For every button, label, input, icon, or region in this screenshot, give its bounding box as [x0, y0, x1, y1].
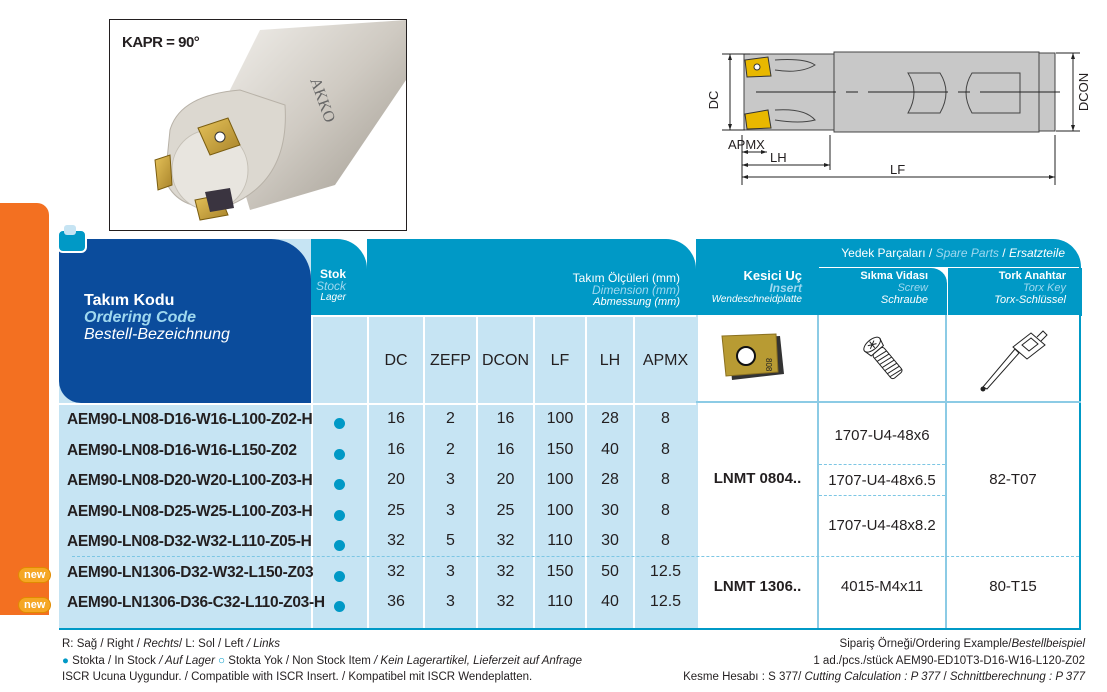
cell-zefp: 3 — [446, 501, 455, 519]
footer-legend-hand — [62, 638, 280, 650]
cell-apmx: 12.5 — [649, 593, 682, 610]
stock-de: Lager — [320, 292, 346, 303]
insert-header-text — [700, 270, 802, 306]
screw-icon — [855, 330, 915, 390]
ordering-code-en: Ordering Code — [84, 309, 197, 326]
row-divider — [696, 401, 1081, 403]
cell-lh: 50 — [601, 563, 619, 580]
cell-dc: 25 — [387, 501, 405, 519]
cell-lh: 28 — [601, 410, 619, 427]
end-mill-photo-icon — [110, 20, 406, 230]
cell-dcon: 16 — [496, 410, 515, 427]
calc-sep: / — [940, 671, 950, 683]
key-cell-1: 82-T07 — [989, 471, 1037, 488]
torx-key-icon — [975, 325, 1055, 395]
torx-key-header-text — [950, 270, 1066, 306]
insert-cell-2: LNMT 1306.. — [713, 578, 802, 595]
dims-en: Dimension (mm) — [591, 283, 680, 297]
legend-left: / L: Sol / Left — [178, 638, 247, 650]
screw-en: Screw — [897, 282, 928, 294]
key-de: Torx-Schlüssel — [994, 294, 1066, 306]
insert-marking: 808 — [764, 358, 773, 372]
screw-cell-1a: 1707-U4-48x6 — [834, 427, 930, 444]
group-separator — [72, 556, 1079, 557]
footer-compat: ISCR Ucuna Uygundur. / Compatible with ISCR Insert. / Kompatibel mit ISCR Wendeplatten. — [62, 671, 533, 683]
cell-dc: 16 — [387, 440, 405, 458]
col-header-lf: LF — [550, 352, 570, 369]
dims-tr: Takım Ölçüleri (mm) — [572, 271, 680, 285]
in-stock-dot-icon — [334, 540, 345, 551]
cell-dc: 20 — [387, 471, 405, 488]
kapr-label: KAPR = 90° — [122, 34, 200, 51]
dcon-label: DCON — [1076, 72, 1090, 112]
in-stock-dot-icon: ● — [62, 655, 69, 667]
calc-tr: Kesme Hesabı : S 377/ — [683, 671, 805, 683]
in-stock-dot-icon — [334, 571, 345, 582]
col-header-dc: DC — [384, 352, 408, 369]
ordering-code[interactable]: AEM90-LN08-D32-W32-L110-Z05-H — [67, 533, 312, 550]
cell-lf: 110 — [547, 593, 573, 610]
legend-in-stock: Stokta / In Stock — [68, 655, 160, 667]
stock-en: Stock — [315, 279, 346, 293]
cell-lf: 110 — [547, 532, 573, 549]
screw-de: Schraube — [880, 294, 928, 306]
cell-dc: 16 — [387, 410, 405, 427]
ordering-code[interactable]: AEM90-LN1306-D32-W32-L150-Z03 — [67, 564, 314, 581]
table-right-border — [1079, 267, 1081, 630]
new-badge: new — [18, 567, 51, 583]
cell-lf: 100 — [546, 501, 574, 519]
legend-non-stock-de: / Kein Lagerartikel, Lieferzeit auf Anfrage — [374, 655, 583, 667]
lh-label: LH — [770, 150, 787, 165]
stock-header-text — [312, 268, 346, 304]
cell-lf: 100 — [546, 410, 574, 427]
stock-column-bg — [313, 317, 367, 630]
spare-sep: / — [1002, 246, 1006, 260]
cell-lh: 28 — [601, 471, 619, 488]
cell-apmx: 12.5 — [649, 563, 682, 580]
key-cell-2: 80-T15 — [989, 578, 1037, 595]
ordering-code[interactable]: AEM90-LN08-D16-W16-L150-Z02 — [67, 441, 297, 459]
cell-zefp: 3 — [446, 471, 455, 488]
cell-apmx: 8 — [661, 532, 670, 549]
cell-lf: 150 — [546, 563, 574, 580]
in-stock-dot-icon — [334, 449, 345, 460]
spare-en: Spare Parts — [935, 246, 999, 260]
ordering-code-tr: Takım Kodu — [84, 292, 175, 309]
new-badge: new — [18, 597, 51, 613]
cell-zefp: 2 — [446, 410, 455, 427]
dc-label: DC — [706, 90, 721, 110]
dims-de: Abmessung (mm) — [593, 296, 680, 308]
spare-tr: Yedek Parçaları / — [841, 246, 933, 260]
cell-dc: 32 — [387, 563, 405, 580]
legend-non-stock: Stokta Yok / Non Stock Item — [225, 655, 375, 667]
cell-lh: 30 — [601, 532, 619, 549]
bottom-rule — [59, 628, 1081, 630]
dimensions-header-text — [480, 272, 680, 308]
footer-legend-stock — [62, 655, 582, 667]
ordering-code[interactable]: AEM90-LN1306-D36-C32-L110-Z03-H — [67, 594, 325, 611]
legend-right: R: Sağ / Right / — [62, 638, 144, 650]
screw-cell-2: 4015-M4x11 — [840, 578, 924, 595]
cutting-calculation — [683, 671, 1085, 683]
in-stock-dot-icon — [334, 601, 345, 612]
example-title-tr-en: Sipariş Örneği/Ordering Example/ — [839, 638, 1012, 650]
cell-dcon: 32 — [496, 563, 515, 580]
screw-header-text — [820, 270, 928, 306]
ordering-example-line: 1 ad./pcs./stück AEM90-ED10T3-D16-W16-L120-Z02 — [813, 655, 1085, 667]
legend-right-de: Rechts — [143, 638, 179, 650]
insert-en: Insert — [769, 281, 802, 295]
screw-tr: Sıkma Vidası — [860, 270, 928, 282]
cell-lh: 40 — [601, 593, 619, 610]
key-tr: Tork Anahtar — [998, 270, 1066, 282]
cell-dc: 32 — [387, 532, 405, 549]
cell-dcon: 16 — [496, 440, 515, 458]
spare-de: Ersatzteile — [1008, 246, 1065, 260]
ordering-code-title — [84, 292, 230, 343]
calc-de: Schnittberechnung : P 377 — [949, 671, 1085, 683]
cell-zefp: 3 — [446, 593, 455, 610]
key-en: Torx Key — [1022, 282, 1066, 294]
ordering-code[interactable]: AEM90-LN08-D25-W25-L100-Z03-H — [67, 502, 313, 520]
section-tab — [0, 203, 49, 615]
cell-dcon: 32 — [496, 532, 515, 549]
cell-apmx: 8 — [661, 471, 670, 488]
legend-in-stock-de: / Auf Lager — [159, 655, 215, 667]
screw-separator — [819, 464, 945, 465]
col-header-apmx: APMX — [642, 352, 689, 369]
cell-dcon: 25 — [496, 501, 515, 519]
example-title-de: Bestellbeispiel — [1011, 638, 1085, 650]
ordering-code[interactable]: AEM90-LN08-D20-W20-L100-Z03-H — [67, 472, 313, 489]
cell-dcon: 32 — [496, 593, 515, 610]
screw-separator — [819, 495, 945, 496]
col-header-dcon: DCON — [481, 352, 530, 369]
cell-dcon: 20 — [496, 471, 515, 488]
legend-left-de: / Links — [246, 638, 280, 650]
screw-cell-1b: 1707-U4-48x6.5 — [828, 472, 936, 489]
spare-parts-title — [820, 247, 1065, 259]
non-stock-circle-icon: ○ — [218, 655, 226, 667]
cell-apmx: 8 — [661, 440, 670, 458]
in-stock-dot-icon — [334, 418, 345, 429]
table-tab-icon-top — [64, 225, 76, 235]
col-header-lh: LH — [599, 352, 621, 369]
technical-drawing — [690, 40, 1090, 210]
insert-tr: Kesici Uç — [743, 268, 802, 283]
ordering-example-title — [840, 638, 1085, 650]
svg-text:AKKO: AKKO — [306, 75, 339, 125]
in-stock-dot-icon — [334, 510, 345, 521]
cell-lh: 30 — [601, 501, 619, 519]
insert-de: Wendeschneidplatte — [711, 294, 802, 305]
cell-zefp: 5 — [446, 532, 455, 549]
cell-zefp: 3 — [446, 563, 455, 580]
cell-apmx: 8 — [661, 501, 670, 519]
cell-lf: 100 — [546, 471, 574, 488]
calc-en: Cutting Calculation : P 377 — [804, 671, 941, 683]
ordering-code-de: Bestell-Bezeichnung — [84, 326, 230, 343]
ordering-code[interactable]: AEM90-LN08-D16-W16-L100-Z02-H — [67, 411, 313, 428]
cell-dc: 36 — [387, 593, 405, 610]
stock-tr: Stok — [319, 267, 346, 281]
apmx-label: APMX — [728, 137, 765, 152]
insert-image — [718, 330, 794, 386]
cell-zefp: 2 — [446, 440, 455, 458]
insert-cell-1: LNMT 0804.. — [713, 470, 802, 487]
col-header-zefp: ZEFP — [430, 352, 471, 369]
cell-lh: 40 — [601, 440, 619, 458]
cell-apmx: 8 — [661, 410, 670, 427]
cell-lf: 150 — [546, 440, 574, 458]
lf-label: LF — [890, 162, 906, 177]
product-photo — [109, 19, 407, 231]
screw-cell-1c: 1707-U4-48x8.2 — [828, 517, 936, 534]
in-stock-dot-icon — [334, 479, 345, 490]
